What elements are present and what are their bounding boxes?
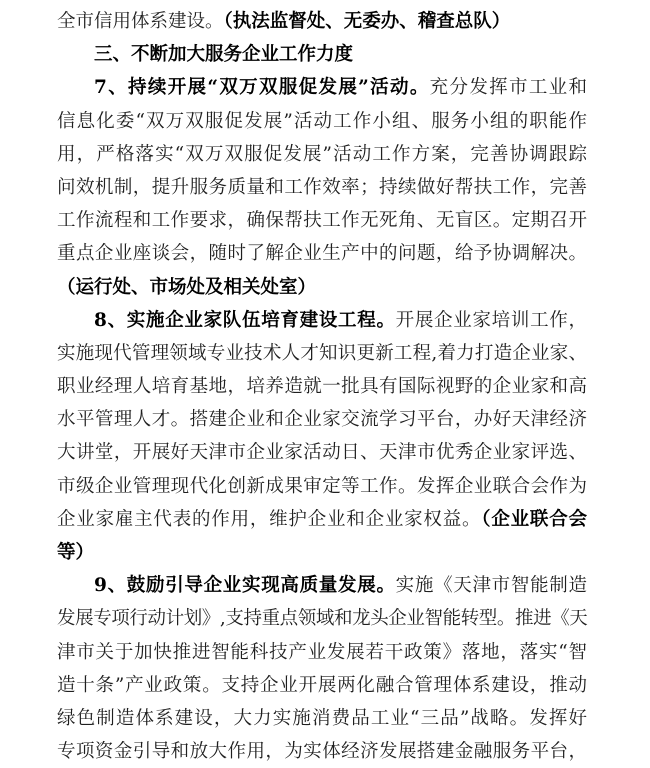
document-line: [57, 536, 587, 569]
document-line: [57, 702, 587, 735]
document-line: [57, 138, 587, 171]
item-9-lead-bold: 9、鼓励引导企业实现高质量发展。: [94, 575, 396, 597]
body-text-run: 绿色制造体系建设，大力实施消费品工业“三品”战略。发挥好: [57, 707, 587, 729]
body-text-run: 问效机制，提升服务质量和工作效率；持续做好帮扶工作，完善: [57, 176, 587, 198]
body-text-run: 津市关于加快推进智能科技产业发展若干政策》落地，落实“智: [57, 641, 587, 663]
body-text-run: 市级企业管理现代化创新成果审定等工作。发挥企业联合会作为: [57, 475, 587, 497]
body-text-run: 造十条”产业政策。支持企业开展两化融合管理体系建设，推动: [57, 674, 587, 696]
document-line: [57, 636, 587, 669]
body-text-run: 信息化委“双万双服促发展”活动工作小组、服务小组的职能作: [57, 110, 587, 132]
document-line: [57, 403, 587, 436]
document-line: [57, 271, 587, 304]
department-attribution: （企业联合会: [481, 508, 587, 530]
document-line: [57, 569, 587, 602]
body-text-run: 重点企业座谈会，随时了解企业生产中的问题，给予协调解决。: [57, 243, 587, 265]
body-text-run: 充分发挥市工业和: [429, 77, 587, 99]
document-line: [57, 71, 587, 104]
document-line: [57, 669, 587, 702]
document-line: [57, 204, 587, 237]
body-text-run: 实施《天津市智能制造: [395, 575, 587, 597]
department-attribution: 等）: [57, 542, 95, 563]
document-line: [57, 5, 587, 38]
body-text-run: 发展专项行动计划》,支持重点领域和龙头企业智能转型。推进《天: [57, 608, 587, 630]
body-text-run: 企业家雇主代表的作用，维护企业和企业家权益。: [57, 508, 482, 530]
body-text-run: 工作流程和工作要求，确保帮扶工作无死角、无盲区。定期召开: [57, 210, 587, 232]
document-line: [57, 370, 587, 403]
document-line: [57, 304, 587, 337]
body-text-run: 用，严格落实“双万双服促发展”活动工作方案，完善协调跟踪: [57, 143, 587, 165]
department-attribution: （执法监督处、无委办、稽查总队）: [223, 11, 511, 32]
section-heading-text: 三、不断加大服务企业工作力度: [94, 44, 354, 66]
document-line: [57, 503, 587, 536]
body-text-run: 实施现代管理领域专业技术人才知识更新工程,着力打造企业家、: [57, 342, 587, 364]
body-text-run: 大讲堂，开展好天津市企业家活动日、天津市优秀企业家评选、: [57, 442, 587, 464]
item-8-lead-bold: 8、实施企业家队伍培育建设工程。: [94, 309, 396, 331]
body-text-run: 职业经理人培育基地，培养造就一批具有国际视野的企业家和高: [57, 376, 587, 398]
document-line: [57, 436, 587, 469]
document-line: [57, 171, 587, 204]
body-text-run: 专项资金引导和放大作用，为实体经济发展搭建金融服务平台，: [57, 741, 587, 763]
document-line: [57, 105, 587, 138]
section-heading: [57, 38, 587, 71]
document-line: [57, 237, 587, 270]
body-text-run: 全市信用体系建设。: [57, 11, 224, 32]
document-line: [57, 735, 587, 768]
body-text-run: 开展企业家培训工作，: [395, 309, 587, 331]
document-line: [57, 470, 587, 503]
body-text-run: 水平管理人才。搭建企业和企业家交流学习平台，办好天津经济: [57, 409, 587, 431]
document-line: [57, 337, 587, 370]
document-line: [57, 602, 587, 635]
department-attribution: （运行处、市场处及相关处室）: [57, 276, 317, 298]
item-7-lead-bold: 7、持续开展“双万双服促发展”活动。: [94, 77, 430, 99]
